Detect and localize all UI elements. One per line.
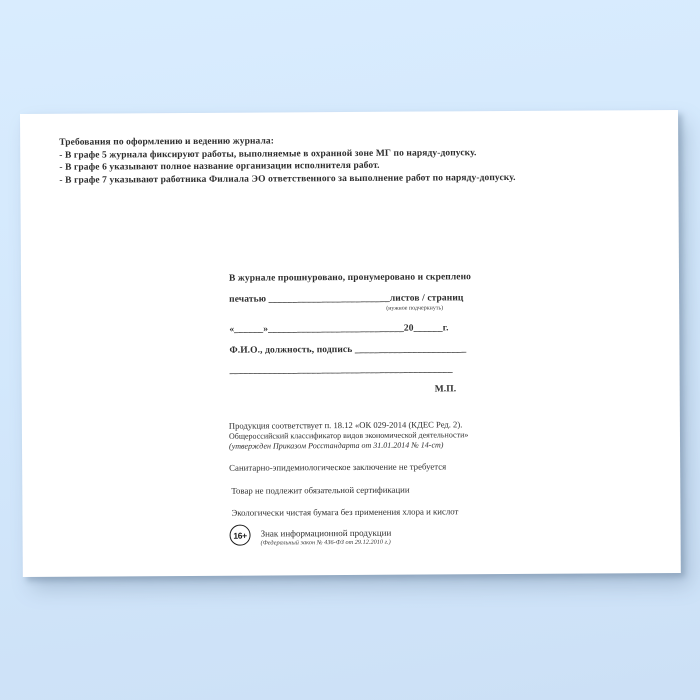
no-certification-statement: Товар не подлежит обязательной сертификации [231, 484, 410, 496]
age-mark-law: (Федеральный закон № 436-ФЗ от 29.12.2010 г.) [260, 538, 391, 547]
compliance-line-1: Продукция соответствует п. 18.12 «ОК 029-2014 (КДЕС Ред. 2). [228, 419, 463, 431]
eco-paper-statement: Экологически чистая бумага без применения хлора и кислот [231, 506, 459, 518]
instruction-item: - В графе 5 журнала фиксируют работы, выполняемые в охранной зоне МГ по наряду-допуску. [59, 147, 477, 161]
stamp-place-abbr: М.П. [434, 384, 457, 395]
document-page [20, 110, 681, 577]
instruction-item: - В графе 7 указывают работника Филиала ЭО ответственного за выполнение работ по наряду-допуску. [59, 172, 516, 186]
instruction-item: - В графе 6 указывают полное название организации исполнителя работ. [59, 160, 380, 173]
signature-fill-line: Ф.И.О., должность, подпись _______________________ [229, 344, 467, 356]
date-fill-line: «______»____________________________20______г. [229, 323, 449, 335]
compliance-line-3: (утвержден Приказом Росстандарта от 31.01.2014 № 14-ст) [229, 440, 444, 451]
age-16plus-badge-icon: 16+ [230, 525, 251, 546]
instructions-block [20, 110, 678, 186]
seal-sheets-line: печатью _________________________листов / страниц [229, 293, 464, 305]
blank-fill-line: ______________________________________________ [229, 364, 453, 376]
sanitary-statement: Санитарно-эпидемиологическое заключение не требуется [229, 461, 447, 473]
instructions-heading: Требования по оформлению и ведению журнала: [59, 136, 275, 148]
underline-note: (нужное подчеркнуть) [386, 305, 444, 312]
age-mark-title: Знак информационной продукции [260, 527, 392, 539]
compliance-line-2: Общероссийский классификатор видов экономической деятельности» [228, 430, 469, 441]
certification-statement: В журнале прошнуровано, пронумеровано и скреплено [228, 272, 472, 284]
